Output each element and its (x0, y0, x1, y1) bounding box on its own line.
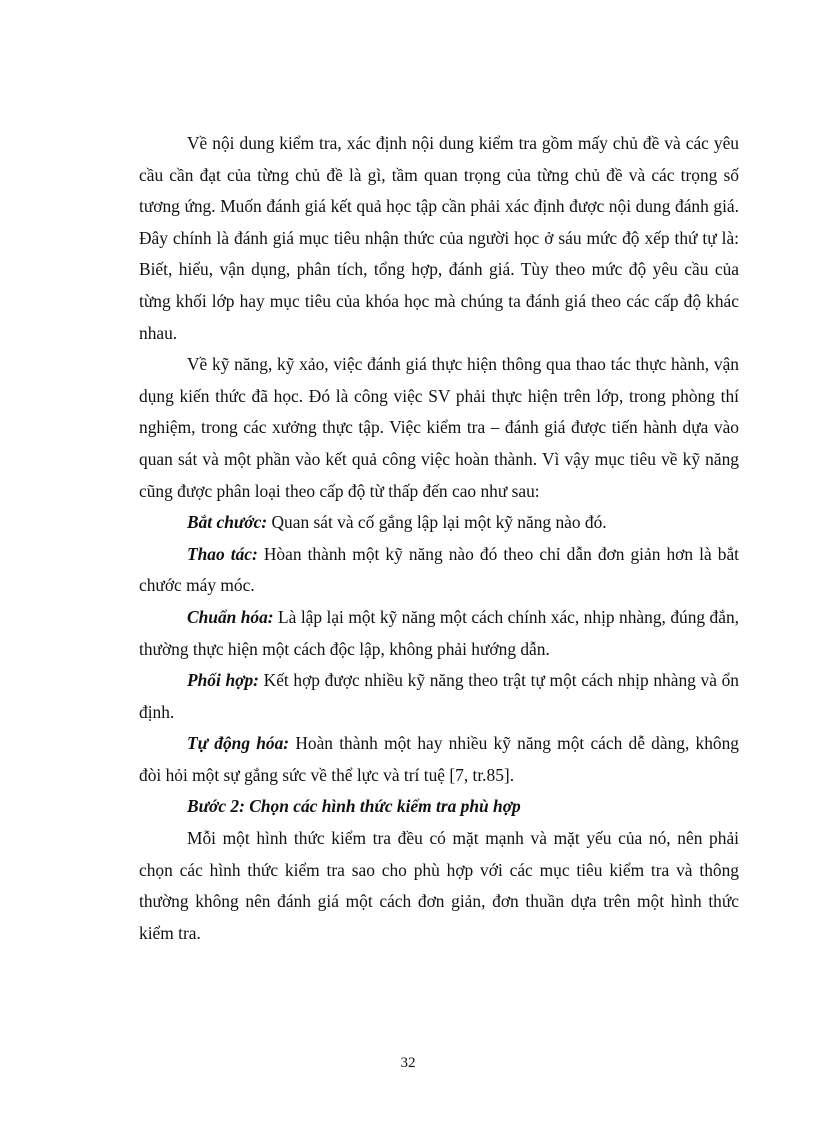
paragraph-skills: Về kỹ năng, kỹ xảo, việc đánh giá thực hiện thông qua thao tác thực hành, vận dụng kiến thức đã học. Đó là công việc SV phải thực hiện trên lớp, trong phòng thí nghiệm, trong các xưởng thực tập. Việc kiểm tra – đánh giá được tiến hành dựa vào quan sát và một phần vào kết quả công việc hoàn thành. Vì vậy mục tiêu về kỹ năng cũng được phân loại theo cấp độ từ thấp đến cao như sau: (139, 354, 739, 501)
skill-term: Bắt chước: (187, 512, 268, 533)
skill-description: Hoàn thành một hay nhiều kỹ năng một cách dễ dàng, không đòi hỏi một sự gắng sức về thể lực và trí tuệ [7, tr.85]. (139, 733, 740, 785)
page-body (139, 128, 739, 949)
skill-term: Phối hợp: (187, 670, 259, 691)
skill-level-precision (139, 602, 739, 665)
skill-level-imitation (139, 507, 739, 539)
skill-level-naturalization (139, 728, 739, 791)
skill-term: Tự động hóa: (187, 733, 290, 754)
skill-description: Kết hợp được nhiều kỹ năng theo trật tự một cách nhịp nhàng và ổn định. (139, 670, 739, 722)
skill-description: Hòan thành một kỹ năng nào đó theo chỉ dẫn đơn giản hơn là bắt chước máy móc. (139, 543, 739, 596)
paragraph-assessment-forms: Mỗi một hình thức kiểm tra đều có mặt mạnh và mặt yếu của nó, nên phải chọn các hình thức kiểm tra sao cho phù hợp với các mục tiêu kiểm tra và thông thường không nên đánh giá một cách đơn giản, đơn thuần dựa trên một hình thức kiểm tra. (139, 828, 739, 943)
paragraph-content-knowledge: Về nội dung kiểm tra, xác định nội dung kiểm tra gồm mấy chủ đề và các yêu cầu cần đạt của từng chủ đề là gì, tầm quan trọng của từng chủ đề và các trọng số tương ứng. Muốn đánh giá kết quả học tập cần phải xác định được nội dung đánh giá. Đây chính là đánh giá mục tiêu nhận thức của người học ở sáu mức độ xếp thứ tự là: Biết, hiểu, vận dụng, phân tích, tổng hợp, đánh giá. Tùy theo mức độ yêu cầu của từng khối lớp hay mục tiêu của khóa học mà chúng ta đánh giá theo các cấp độ khác nhau. (139, 133, 739, 343)
skill-level-articulation (139, 665, 739, 728)
skill-description: Là lập lại một kỹ năng một cách chính xác, nhịp nhàng, đúng đắn, thường thực hiện một cách độc lập, không phải hướng dẫn. (139, 606, 739, 659)
skill-term: Thao tác: (187, 543, 258, 564)
step-heading: Bước 2: Chọn các hình thức kiểm tra phù hợp (187, 796, 521, 817)
skill-level-manipulation (139, 539, 739, 602)
skill-description: Quan sát và cố gắng lập lại một kỹ năng nào đó. (267, 512, 607, 533)
page-number: 32 (400, 1055, 416, 1071)
skill-term: Chuẩn hóa: (187, 606, 274, 627)
